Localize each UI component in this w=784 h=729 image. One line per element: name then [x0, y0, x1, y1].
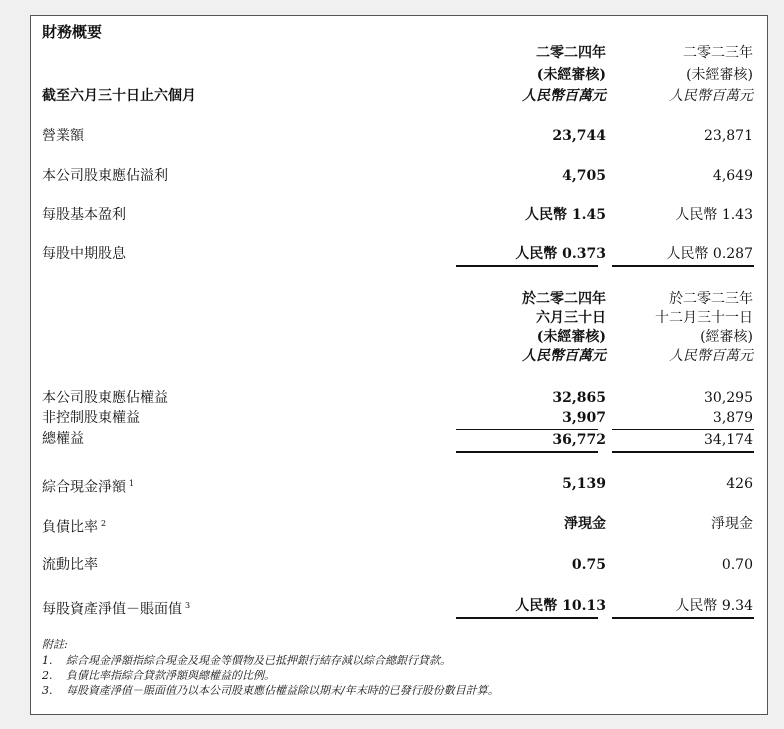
row-dividend-2023: 人民幣 0.287	[666, 246, 753, 262]
row-net-cash-2023: 426	[726, 476, 753, 492]
underline-dividend-2023	[612, 265, 754, 267]
row-eps-2023: 人民幣 1.43	[675, 207, 753, 223]
row-shareholders-equity-2024: 32,865	[552, 390, 606, 406]
row-shareholders-equity-2023: 30,295	[704, 390, 753, 406]
row-dividend-2024: 人民幣 0.373	[515, 246, 606, 262]
row-gearing-label: 負債比率 $^2$	[42, 519, 107, 536]
note-item: 2. 負債比率指綜合貸款淨額與總權益的比例。	[42, 669, 275, 682]
col1-currency-unit: 人民幣百萬元	[522, 88, 606, 104]
subtotal-rule-2023	[612, 429, 754, 430]
col1-year: 二零二四年	[536, 45, 606, 61]
col1-date-currency-unit: 人民幣百萬元	[522, 348, 606, 364]
col2-currency-unit: 人民幣百萬元	[669, 88, 753, 104]
row-gearing-2023: 淨現金	[711, 516, 753, 532]
row-eps-2024: 人民幣 1.45	[525, 207, 606, 223]
row-revenue-2023: 23,871	[704, 128, 753, 144]
row-shareholders-equity-label: 本公司股東應佔權益	[42, 390, 168, 406]
col1-audit-status: (未經審核)	[536, 67, 606, 83]
row-revenue-2024: 23,744	[552, 128, 606, 144]
row-revenue-label: 營業額	[42, 128, 84, 144]
col1-date-audit-status: (未經審核)	[536, 329, 606, 345]
row-nav-2024: 人民幣 10.13	[515, 598, 606, 614]
row-gearing-2024: 淨現金	[564, 516, 606, 532]
note-item: 3. 每股資產淨值－賬面值乃以本公司股東應佔權益除以期末/年末時的已發行股份數目計算。	[42, 684, 499, 697]
col2-date-line1: 於二零二三年	[669, 291, 753, 307]
row-total-equity-2023: 34,174	[704, 432, 753, 448]
row-current-ratio-2024: 0.75	[571, 557, 606, 573]
row-nci-label: 非控制股東權益	[42, 410, 140, 426]
row-dividend-label: 每股中期股息	[42, 246, 126, 262]
row-nci-2023: 3,879	[712, 410, 753, 426]
col2-audit-status: (未經審核)	[686, 67, 753, 83]
total-rule-2023	[612, 451, 754, 453]
row-profit-label: 本公司股東應佔溢利	[42, 168, 168, 184]
row-current-ratio-label: 流動比率	[42, 557, 98, 573]
underline-nav-2023	[612, 617, 754, 619]
row-total-equity-label: 總權益	[42, 431, 84, 447]
row-nav-2023: 人民幣 9.34	[675, 598, 753, 614]
total-rule-2024	[456, 451, 598, 453]
col1-date-line2: 六月三十日	[536, 310, 606, 326]
page-title: 財務概要	[42, 23, 103, 41]
row-eps-label: 每股基本盈利	[42, 207, 126, 223]
row-net-cash-2024: 5,139	[562, 476, 606, 492]
row-nav-label: 每股資產淨值－賬面值 $^3$	[42, 601, 191, 618]
notes-heading: 附註:	[42, 638, 68, 651]
col2-date-audit-status: (經審核)	[700, 329, 753, 345]
row-total-equity-2024: 36,772	[552, 432, 606, 448]
row-net-cash-label: 綜合現金淨額 $^1$	[42, 479, 135, 496]
col2-date-line2: 十二月三十一日	[655, 310, 753, 326]
row-current-ratio-2023: 0.70	[721, 557, 753, 573]
col2-year: 二零二三年	[683, 45, 753, 61]
row-profit-2024: 4,705	[562, 168, 606, 184]
col1-date-line1: 於二零二四年	[522, 291, 606, 307]
footnote-ref-3: 3	[185, 601, 191, 610]
period-label: 截至六月三十日止六個月	[42, 88, 196, 104]
row-profit-2023: 4,649	[712, 168, 753, 184]
note-item: 1. 綜合現金淨額指綜合現金及現金等價物及已抵押銀行結存減以綜合總銀行貸款。	[42, 654, 451, 667]
subtotal-rule-2024	[456, 429, 598, 430]
underline-nav-2024	[456, 617, 598, 619]
underline-dividend-2024	[456, 265, 598, 267]
col2-date-currency-unit: 人民幣百萬元	[669, 348, 753, 364]
footnote-ref-2: 2	[101, 519, 107, 528]
footnote-ref-1: 1	[129, 479, 135, 488]
row-nci-2024: 3,907	[562, 410, 606, 426]
